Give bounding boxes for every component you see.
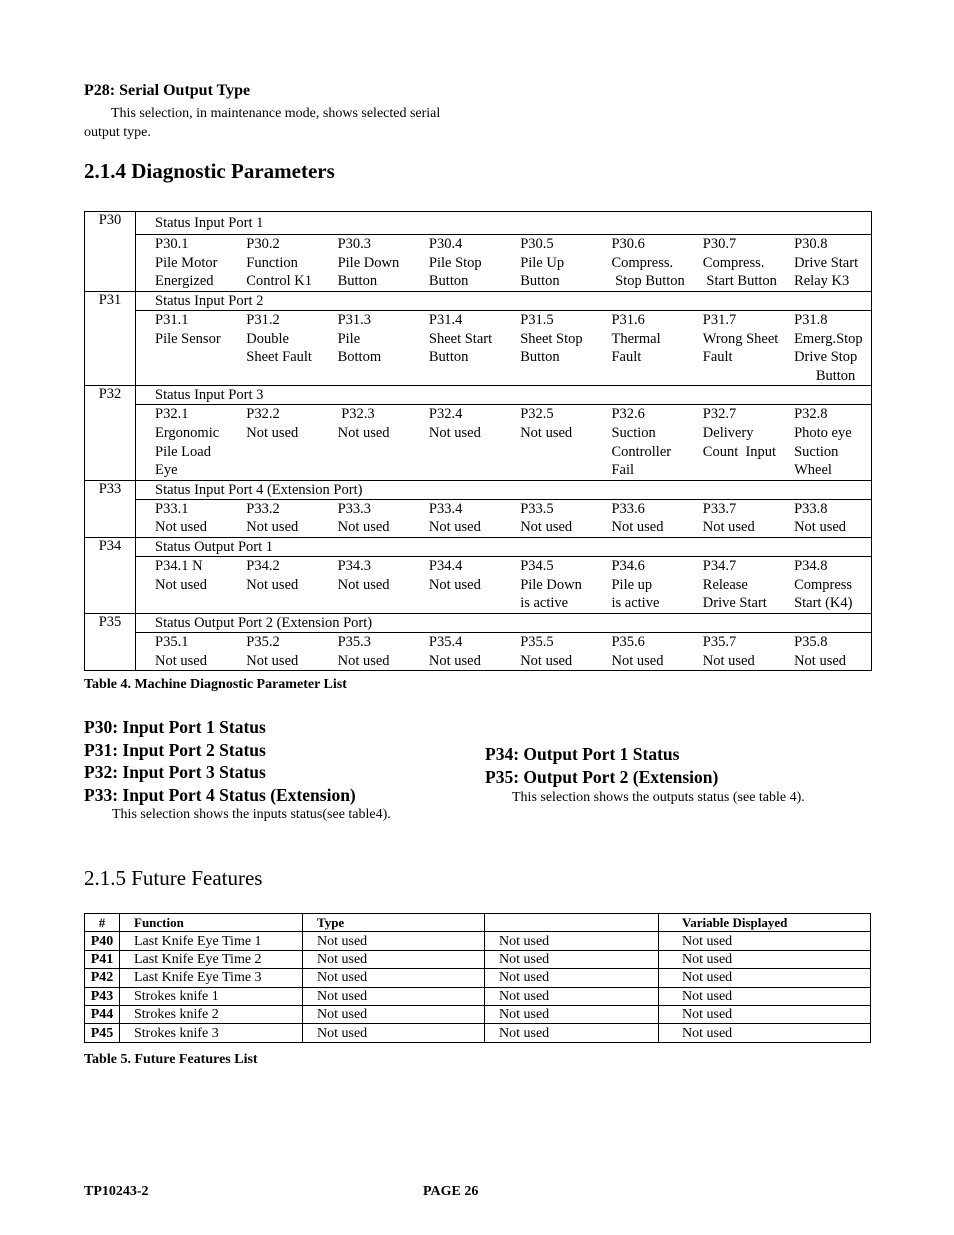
table-cell: Not used bbox=[303, 1005, 485, 1023]
param-bit-cell: P34.5 Pile Down is active bbox=[520, 557, 582, 612]
param-bit-cell: P33.5 Not used bbox=[520, 500, 573, 536]
param-bit-cell: P35.7 Not used bbox=[702, 633, 755, 669]
param-bit-cell: P34.3 Not used bbox=[337, 557, 390, 593]
footer-page-number: PAGE 26 bbox=[423, 1184, 479, 1199]
table-row bbox=[85, 1024, 871, 1042]
column-header: # bbox=[85, 914, 120, 932]
table-cell: Not used bbox=[485, 987, 659, 1005]
param-bit-grid bbox=[136, 633, 871, 670]
param-bit-cell: P30.5 Pile Up Button bbox=[520, 236, 565, 290]
param-bit-cell: P32.5 Not used bbox=[520, 406, 573, 441]
future-features-table bbox=[84, 913, 871, 1043]
table-cell: Strokes knife 2 bbox=[120, 1005, 303, 1023]
param-bit-cell: P30.2 Function Control K1 bbox=[246, 236, 312, 290]
table-cell: Not used bbox=[485, 969, 659, 987]
table-row bbox=[85, 932, 871, 950]
column-header: Function bbox=[120, 914, 303, 932]
table-cell: Not used bbox=[659, 1005, 871, 1023]
param-bit-cell: P33.2 Not used bbox=[246, 500, 299, 536]
heading-p30: P30: Input Port 1 Status bbox=[84, 717, 266, 737]
column-header: Variable Displayed bbox=[659, 914, 871, 932]
inputs-note: This selection shows the inputs status(see table4). bbox=[112, 807, 391, 822]
param-bit-cell: P32.6 Suction Controller Fail bbox=[611, 406, 672, 479]
param-bit-cell: P31.1 Pile Sensor bbox=[155, 312, 221, 347]
param-bit-cell: P30.4 Pile Stop Button bbox=[428, 236, 482, 290]
table-cell: Strokes knife 3 bbox=[120, 1024, 303, 1042]
param-number: P33 bbox=[85, 480, 136, 537]
table-cell: Last Knife Eye Time 2 bbox=[120, 950, 303, 968]
p28-heading: P28: Serial Output Type bbox=[84, 82, 251, 99]
param-bit-cell: P35.3 Not used bbox=[337, 633, 390, 669]
table-cell: Not used bbox=[659, 932, 871, 950]
column-header bbox=[485, 914, 659, 932]
section-heading-diagnostic: 2.1.4 Diagnostic Parameters bbox=[84, 159, 335, 183]
heading-p35: P35: Output Port 2 (Extension) bbox=[485, 767, 719, 787]
outputs-note: This selection shows the outputs status (see table 4). bbox=[512, 790, 805, 805]
table-cell: P41 bbox=[85, 950, 120, 968]
table-row bbox=[85, 1005, 871, 1023]
table-cell: Last Knife Eye Time 3 bbox=[120, 969, 303, 987]
table-cell: Not used bbox=[303, 932, 485, 950]
param-bit-cell: P30.3 Pile Down Button bbox=[337, 236, 400, 290]
heading-p33: P33: Input Port 4 Status (Extension) bbox=[84, 785, 356, 805]
table-cell: P45 bbox=[85, 1024, 120, 1042]
param-bit-cell: P34.6 Pile up is active bbox=[611, 557, 660, 612]
column-header: Type bbox=[303, 914, 485, 932]
param-bit-cell: P30.7 Compress. Start Button bbox=[702, 236, 777, 290]
table-cell: Last Knife Eye Time 1 bbox=[120, 932, 303, 950]
table-cell: Not used bbox=[485, 950, 659, 968]
param-title: Status Input Port 1 bbox=[136, 212, 872, 235]
param-title: Status Output Port 2 (Extension Port) bbox=[136, 613, 872, 632]
table-cell: Not used bbox=[659, 950, 871, 968]
param-bit-cell: P34.7 Release Drive Start bbox=[702, 557, 767, 612]
param-bit-grid bbox=[136, 405, 871, 479]
param-title: Status Input Port 2 bbox=[136, 292, 872, 311]
section-heading-future: 2.1.5 Future Features bbox=[84, 866, 263, 890]
table-cell: P42 bbox=[85, 969, 120, 987]
param-bit-cell: P33.3 Not used bbox=[337, 500, 390, 536]
param-bit-cell: P30.6 Compress. Stop Button bbox=[611, 236, 685, 290]
table-cell: Not used bbox=[303, 969, 485, 987]
param-bit-grid bbox=[136, 557, 871, 613]
param-bit-cell: P35.8 Not used bbox=[794, 633, 847, 669]
param-bit-cell: P31.8 Emerg.Stop Drive Stop Button bbox=[794, 312, 863, 384]
param-number: P30 bbox=[85, 212, 136, 292]
table-row bbox=[85, 987, 871, 1005]
param-bit-cell: P35.4 Not used bbox=[428, 633, 481, 669]
param-bit-cell: P31.2 Double Sheet Fault bbox=[246, 312, 312, 366]
param-bit-grid bbox=[136, 311, 871, 385]
param-number: P34 bbox=[85, 537, 136, 613]
param-bit-cell: P35.2 Not used bbox=[246, 633, 299, 669]
param-bit-grid bbox=[136, 500, 871, 537]
table-cell: P40 bbox=[85, 932, 120, 950]
param-bit-cell: P32.3 Not used bbox=[337, 406, 390, 441]
param-bit-cell: P31.6 Thermal Fault bbox=[611, 312, 661, 366]
table-row bbox=[85, 969, 871, 987]
footer-doc-id: TP10243-2 bbox=[84, 1184, 149, 1199]
table-cell: P43 bbox=[85, 987, 120, 1005]
param-number: P32 bbox=[85, 386, 136, 480]
table-cell: Not used bbox=[659, 987, 871, 1005]
param-bit-cell: P33.1 Not used bbox=[155, 500, 207, 536]
param-bit-cell: P31.7 Wrong Sheet Fault bbox=[702, 312, 779, 366]
param-title: Status Output Port 1 bbox=[136, 537, 872, 556]
table5-caption: Table 5. Future Features List bbox=[84, 1052, 258, 1067]
param-bit-cell: P35.5 Not used bbox=[520, 633, 573, 669]
table-row bbox=[85, 950, 871, 968]
param-bit-cell: P32.8 Photo eye Suction Wheel bbox=[794, 406, 852, 479]
table-cell: Not used bbox=[485, 1024, 659, 1042]
param-bit-cell: P30.8 Drive Start Relay K3 bbox=[794, 236, 859, 290]
param-bit-cell: P34.4 Not used bbox=[428, 557, 481, 593]
table-cell: Not used bbox=[303, 950, 485, 968]
param-bit-cell: P31.4 Sheet Start Button bbox=[428, 312, 493, 366]
diagnostic-parameter-table bbox=[84, 211, 872, 671]
table-cell: Not used bbox=[659, 969, 871, 987]
param-bit-cell: P34.1 N Not used bbox=[155, 557, 207, 593]
param-bit-cell: P33.7 Not used bbox=[702, 500, 755, 536]
param-bit-cell: P32.1 Ergonomic Pile Load Eye bbox=[155, 406, 220, 479]
param-bit-cell: P31.3 Pile Bottom bbox=[337, 312, 382, 366]
param-bit-cell: P35.6 Not used bbox=[611, 633, 664, 669]
param-bit-grid bbox=[136, 235, 871, 291]
param-bit-cell: P35.1 Not used bbox=[155, 633, 207, 669]
param-title: Status Input Port 4 (Extension Port) bbox=[136, 480, 872, 499]
param-bit-cell: P33.6 Not used bbox=[611, 500, 664, 536]
param-bit-cell: P32.7 Delivery Count Input bbox=[702, 406, 777, 460]
param-bit-cell: P32.4 Not used bbox=[428, 406, 481, 441]
param-bit-cell: P33.4 Not used bbox=[428, 500, 481, 536]
table-cell: Not used bbox=[303, 987, 485, 1005]
heading-p34: P34: Output Port 1 Status bbox=[485, 744, 680, 764]
table-cell: Not used bbox=[485, 1005, 659, 1023]
table-header-row bbox=[85, 914, 871, 932]
p28-description: This selection, in maintenance mode, shows selected serial output type. bbox=[84, 106, 441, 140]
table-cell: P44 bbox=[85, 1005, 120, 1023]
param-number: P31 bbox=[85, 292, 136, 386]
heading-p32: P32: Input Port 3 Status bbox=[84, 762, 266, 782]
param-title: Status Input Port 3 bbox=[136, 386, 872, 405]
param-bit-cell: P30.1 Pile Motor Energized bbox=[155, 236, 218, 290]
param-bit-cell: P31.5 Sheet Stop Button bbox=[520, 312, 583, 366]
param-bit-cell: P34.8 Compress Start (K4) bbox=[794, 557, 853, 612]
table4-caption: Table 4. Machine Diagnostic Parameter List bbox=[84, 677, 347, 692]
table-cell: Not used bbox=[303, 1024, 485, 1042]
heading-p31: P31: Input Port 2 Status bbox=[84, 740, 266, 760]
param-bit-cell: P34.2 Not used bbox=[246, 557, 299, 593]
param-number: P35 bbox=[85, 613, 136, 670]
table-cell: Not used bbox=[485, 932, 659, 950]
param-bit-cell: P33.8 Not used bbox=[794, 500, 847, 536]
table-cell: Not used bbox=[659, 1024, 871, 1042]
table-cell: Strokes knife 1 bbox=[120, 987, 303, 1005]
param-bit-cell: P32.2 Not used bbox=[246, 406, 299, 441]
